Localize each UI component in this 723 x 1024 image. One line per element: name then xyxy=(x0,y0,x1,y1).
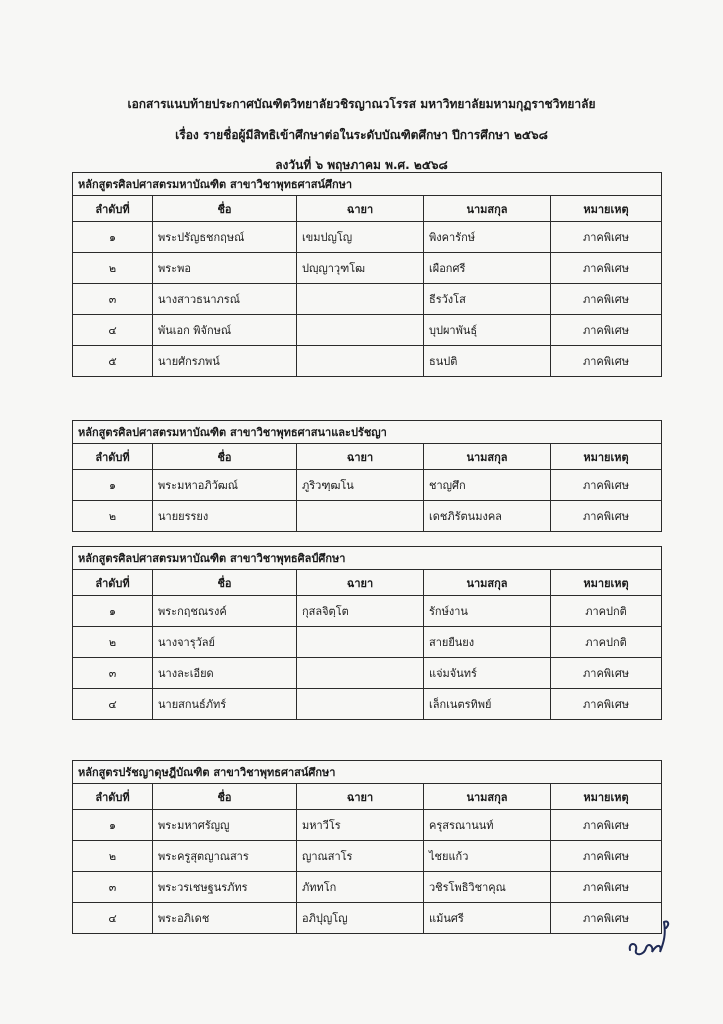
col-header-name: ชื่อ xyxy=(153,570,297,596)
cell-surname: เผือกศรี xyxy=(424,253,551,284)
table-row xyxy=(73,872,662,903)
col-header-alias: ฉายา xyxy=(297,784,424,810)
cell-name: นางละเอียด xyxy=(153,658,297,689)
col-header-remark: หมายเหตุ xyxy=(551,784,662,810)
col-header-surname: นามสกุล xyxy=(424,570,551,596)
table-row xyxy=(73,903,662,934)
cell-alias: ภูริวฑฺฒโน xyxy=(297,470,424,501)
cell-order: ๓ xyxy=(73,658,153,689)
cell-name: นายศักรภพน์ xyxy=(153,346,297,377)
cell-remark: ภาคพิเศษ xyxy=(551,841,662,872)
cell-order: ๓ xyxy=(73,284,153,315)
cell-alias xyxy=(297,501,424,532)
table-row xyxy=(73,501,662,532)
cell-remark: ภาคพิเศษ xyxy=(551,810,662,841)
cell-name: พระมหาศรัญญู xyxy=(153,810,297,841)
cell-remark: ภาคปกติ xyxy=(551,627,662,658)
col-header-name: ชื่อ xyxy=(153,444,297,470)
cell-order: ๒ xyxy=(73,253,153,284)
cell-name: พระอภิเดช xyxy=(153,903,297,934)
cell-remark: ภาคพิเศษ xyxy=(551,315,662,346)
table-row xyxy=(73,810,662,841)
table-row xyxy=(73,253,662,284)
cell-order: ๔ xyxy=(73,689,153,720)
program-title: หลักสูตรปรัชญาดุษฎีบัณฑิต สาขาวิชาพุทธศาสน์ศึกษา xyxy=(73,761,662,784)
cell-surname: แม้นศรี xyxy=(424,903,551,934)
cell-name: นางสาวธนาภรณ์ xyxy=(153,284,297,315)
col-header-order: ลำดับที่ xyxy=(73,444,153,470)
table-row xyxy=(73,470,662,501)
col-header-name: ชื่อ xyxy=(153,196,297,222)
cell-surname: ชาญศึก xyxy=(424,470,551,501)
cell-order: ๑ xyxy=(73,470,153,501)
cell-alias: ญาณสาโร xyxy=(297,841,424,872)
cell-surname: บุปผาพันธุ์ xyxy=(424,315,551,346)
header-line-2: เรื่อง รายชื่อผู้มีสิทธิเข้าศึกษาต่อในระดับบัณฑิตศึกษา ปีการศึกษา ๒๕๖๘ xyxy=(175,128,548,142)
program-title: หลักสูตรศิลปศาสตรมหาบัณฑิต สาขาวิชาพุทธศาสนาและปรัชญา xyxy=(73,421,662,444)
col-header-surname: นามสกุล xyxy=(424,444,551,470)
cell-alias: อภิปุญโญ xyxy=(297,903,424,934)
cell-remark: ภาคพิเศษ xyxy=(551,658,662,689)
cell-alias: ปญฺญาวุฑโฒ xyxy=(297,253,424,284)
col-header-name: ชื่อ xyxy=(153,784,297,810)
cell-alias xyxy=(297,284,424,315)
cell-name: พระมหาอภิวัฒณ์ xyxy=(153,470,297,501)
cell-alias xyxy=(297,627,424,658)
cell-order: ๑ xyxy=(73,222,153,253)
cell-name: นายยรรยง xyxy=(153,501,297,532)
table-row xyxy=(73,841,662,872)
cell-order: ๔ xyxy=(73,315,153,346)
cell-name: พระพอ xyxy=(153,253,297,284)
cell-name: นายสกนธ์ภัทร์ xyxy=(153,689,297,720)
cell-order: ๑ xyxy=(73,810,153,841)
cell-order: ๒ xyxy=(73,841,153,872)
program-table xyxy=(72,546,662,720)
program-title: หลักสูตรศิลปศาสตรมหาบัณฑิต สาขาวิชาพุทธศาสน์ศึกษา xyxy=(73,173,662,196)
cell-name: พระครูสุตญาณสาร xyxy=(153,841,297,872)
header-line-3: ลงวันที่ ๖ พฤษภาคม พ.ศ. ๒๕๖๘ xyxy=(275,158,448,172)
cell-surname: ธนปติ xyxy=(424,346,551,377)
cell-surname: แจ่มจันทร์ xyxy=(424,658,551,689)
cell-alias xyxy=(297,346,424,377)
cell-order: ๑ xyxy=(73,596,153,627)
cell-surname: เล็กเนตรทิพย์ xyxy=(424,689,551,720)
cell-alias: กุสลจิตฺโต xyxy=(297,596,424,627)
col-header-order: ลำดับที่ xyxy=(73,784,153,810)
cell-remark: ภาคพิเศษ xyxy=(551,689,662,720)
cell-surname: สายยืนยง xyxy=(424,627,551,658)
col-header-surname: นามสกุล xyxy=(424,196,551,222)
cell-alias xyxy=(297,658,424,689)
table-row xyxy=(73,658,662,689)
col-header-remark: หมายเหตุ xyxy=(551,196,662,222)
cell-surname: ครุสรณานนท์ xyxy=(424,810,551,841)
table-row xyxy=(73,284,662,315)
cell-order: ๔ xyxy=(73,903,153,934)
cell-surname: วชิรโพธิวิชาคุณ xyxy=(424,872,551,903)
cell-alias: เขมปญโญ xyxy=(297,222,424,253)
col-header-order: ลำดับที่ xyxy=(73,196,153,222)
cell-name: พันเอก พิจักษณ์ xyxy=(153,315,297,346)
cell-remark: ภาคพิเศษ xyxy=(551,470,662,501)
header-line-1: เอกสารแนบท้ายประกาศบัณฑิตวิทยาลัยวชิรญาณวโรรส มหาวิทยาลัยมหามกุฏราชวิทยาลัย xyxy=(127,97,596,111)
cell-alias xyxy=(297,689,424,720)
cell-remark: ภาคปกติ xyxy=(551,596,662,627)
col-header-remark: หมายเหตุ xyxy=(551,444,662,470)
cell-alias: ภัททโก xyxy=(297,872,424,903)
signature-mark xyxy=(624,912,674,962)
table-row xyxy=(73,222,662,253)
cell-order: ๕ xyxy=(73,346,153,377)
cell-surname: เดชภิรัตนมงคล xyxy=(424,501,551,532)
program-table xyxy=(72,760,662,934)
cell-remark: ภาคพิเศษ xyxy=(551,284,662,315)
cell-name: นางจารุวัลย์ xyxy=(153,627,297,658)
cell-name: พระวรเชษฐนรภัทร xyxy=(153,872,297,903)
table-row xyxy=(73,689,662,720)
cell-name: พระปรัญธชกฤษณ์ xyxy=(153,222,297,253)
cell-order: ๓ xyxy=(73,872,153,903)
col-header-alias: ฉายา xyxy=(297,570,424,596)
program-title: หลักสูตรศิลปศาสตรมหาบัณฑิต สาขาวิชาพุทธศิลป์ศึกษา xyxy=(73,547,662,570)
cell-alias: มหาวีโร xyxy=(297,810,424,841)
cell-remark: ภาคพิเศษ xyxy=(551,903,662,934)
cell-order: ๒ xyxy=(73,627,153,658)
col-header-order: ลำดับที่ xyxy=(73,570,153,596)
table-row xyxy=(73,627,662,658)
cell-surname: พิงคารักษ์ xyxy=(424,222,551,253)
cell-remark: ภาคพิเศษ xyxy=(551,872,662,903)
cell-surname: รักษ์งาน xyxy=(424,596,551,627)
col-header-surname: นามสกุล xyxy=(424,784,551,810)
cell-alias xyxy=(297,315,424,346)
cell-order: ๒ xyxy=(73,501,153,532)
cell-remark: ภาคพิเศษ xyxy=(551,222,662,253)
col-header-alias: ฉายา xyxy=(297,196,424,222)
table-row xyxy=(73,346,662,377)
cell-remark: ภาคพิเศษ xyxy=(551,501,662,532)
table-row xyxy=(73,315,662,346)
cell-remark: ภาคพิเศษ xyxy=(551,253,662,284)
col-header-alias: ฉายา xyxy=(297,444,424,470)
cell-surname: ไชยแก้ว xyxy=(424,841,551,872)
cell-name: พระกฤชณรงค์ xyxy=(153,596,297,627)
program-table xyxy=(72,172,662,377)
cell-surname: ธีรวังโส xyxy=(424,284,551,315)
cell-remark: ภาคพิเศษ xyxy=(551,346,662,377)
program-table xyxy=(72,420,662,532)
table-row xyxy=(73,596,662,627)
col-header-remark: หมายเหตุ xyxy=(551,570,662,596)
